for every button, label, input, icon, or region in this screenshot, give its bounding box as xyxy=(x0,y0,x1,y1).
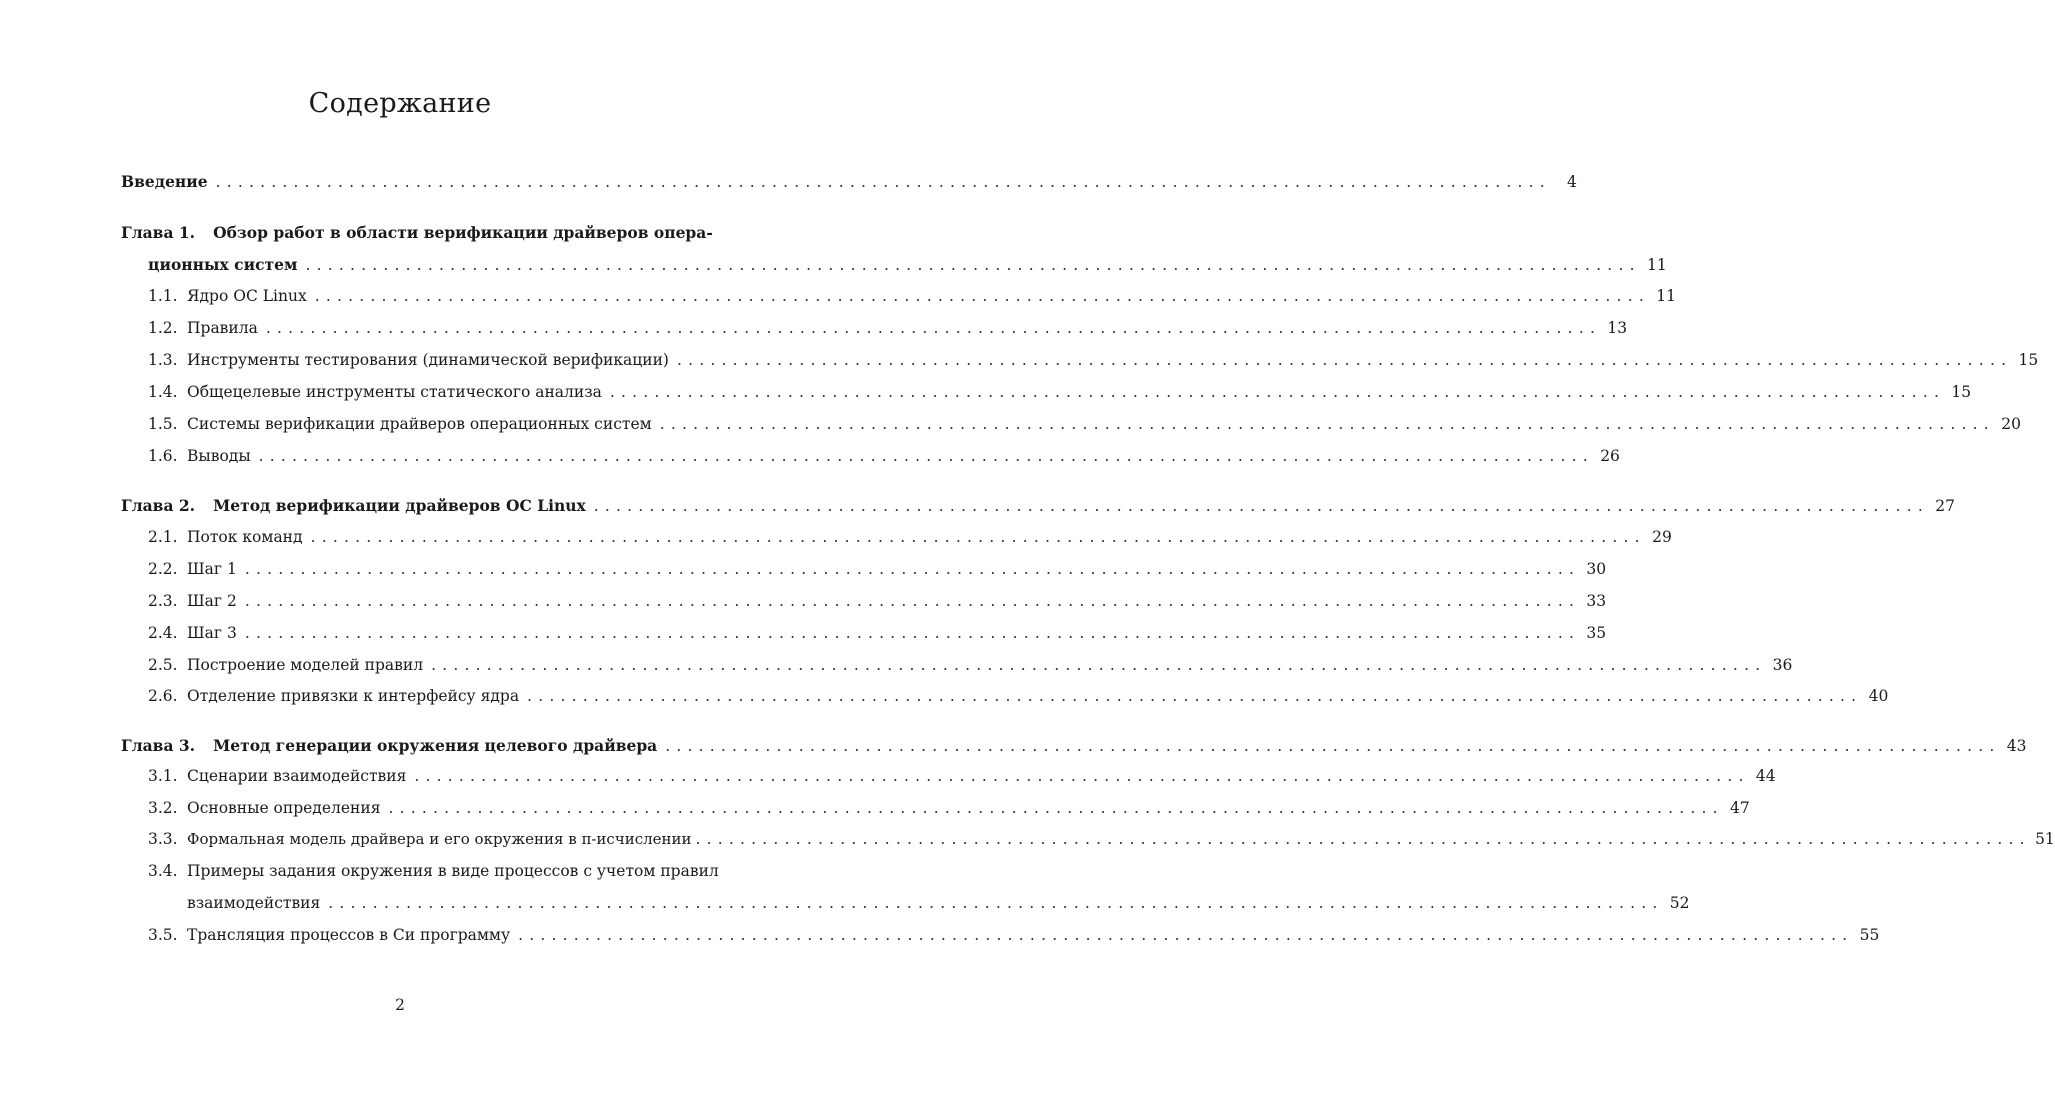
toc-chapter-2[interactable] xyxy=(121,496,1956,520)
section-title: Формальная модель драйвера и его окружения в π-исчислении xyxy=(187,830,692,848)
toc-chapter-1-line2[interactable] xyxy=(148,255,1667,279)
section-title-continued: взаимодействия xyxy=(187,894,321,912)
section-title: Шаг 1 xyxy=(187,560,237,578)
section-number: 3.4. xyxy=(148,862,178,880)
section-number: 3.2. xyxy=(148,799,178,817)
dot-leader: ........................................................................................................................ xyxy=(665,737,2001,755)
toc-section-1-3[interactable] xyxy=(148,351,2039,375)
toc-page-number: 55 xyxy=(1859,926,1880,944)
section-number: 2.4. xyxy=(148,624,178,642)
toc-section-2-6[interactable] xyxy=(148,687,1889,711)
section-number: 3.1. xyxy=(148,767,178,785)
toc-section-1-2[interactable] xyxy=(148,319,1628,343)
toc-section-1-4[interactable] xyxy=(148,383,1972,407)
section-title: Инструменты тестирования (динамической верификации) xyxy=(187,351,669,369)
section-title: Выводы xyxy=(187,447,251,465)
toc-section-3-5[interactable] xyxy=(148,926,1880,950)
chapter-number: Глава 1. xyxy=(121,223,196,242)
section-title: Шаг 3 xyxy=(187,624,237,642)
toc-page-number: 33 xyxy=(1586,592,1607,610)
section-title: Системы верификации драйверов операционных систем xyxy=(187,415,652,433)
dot-leader: ........................................................................................................................ xyxy=(305,256,1641,274)
chapter-title: Метод генерации окружения целевого драйвера xyxy=(213,736,658,755)
dot-leader: ........................................................................................................................ xyxy=(414,767,1750,785)
toc-page-number: 4 xyxy=(1567,173,1577,191)
chapter-title: Метод верификации драйверов ОС Linux xyxy=(213,496,586,515)
toc-section-1-5[interactable] xyxy=(148,415,2021,439)
toc-section-1-1[interactable] xyxy=(148,287,1676,311)
section-number: 2.1. xyxy=(148,528,178,546)
section-title: Отделение привязки к интерфейсу ядра xyxy=(187,687,520,705)
toc-section-1-6[interactable] xyxy=(148,447,1620,471)
section-title: Поток команд xyxy=(187,528,303,546)
toc-section-3-1[interactable] xyxy=(148,767,1776,791)
toc-page-number: 27 xyxy=(1935,497,1956,515)
dot-leader: ........................................................................................................................ xyxy=(431,656,1767,674)
dot-leader: ........................................................................................................................ xyxy=(593,497,1930,515)
toc-page-number: 47 xyxy=(1730,799,1750,817)
dot-leader: ........................................................................................................................ xyxy=(310,528,1646,546)
toc-section-2-2[interactable] xyxy=(148,560,1607,584)
section-title: Правила xyxy=(187,319,258,337)
toc-chapter-1-line1[interactable] xyxy=(121,223,734,247)
dot-leader: ........................................................................................................................ xyxy=(244,560,1581,578)
toc-section-3-3[interactable] xyxy=(148,830,2055,854)
chapter-title-continued: ционных систем xyxy=(148,255,298,274)
toc-section-2-4[interactable] xyxy=(148,624,1607,648)
section-title: Шаг 2 xyxy=(187,592,237,610)
toc-page-number: 43 xyxy=(2006,737,2027,755)
toc-entry-text: Введение xyxy=(121,172,208,191)
toc-section-2-3[interactable] xyxy=(148,592,1607,616)
section-number: 1.3. xyxy=(148,351,178,369)
toc-page-number: 40 xyxy=(1868,687,1889,705)
toc-page-number: 13 xyxy=(1607,319,1628,337)
dot-leader: ........................................................................................................................ xyxy=(244,592,1581,610)
section-number: 1.5. xyxy=(148,415,178,433)
section-number: 1.1. xyxy=(148,287,178,305)
section-number: 1.4. xyxy=(148,383,178,401)
section-number: 2.2. xyxy=(148,560,178,578)
chapter-number: Глава 3. xyxy=(121,736,196,755)
toc-page-number: 20 xyxy=(2001,415,2021,433)
toc-page-number: 51 xyxy=(2035,830,2055,848)
toc-section-2-5[interactable] xyxy=(148,656,1793,680)
section-title: Общецелевые инструменты статического анализа xyxy=(187,383,602,401)
toc-page-number: 15 xyxy=(2018,351,2039,369)
section-number: 2.6. xyxy=(148,687,178,705)
chapter-number: Глава 2. xyxy=(121,496,196,515)
page-title: Содержание xyxy=(308,88,492,119)
toc-page-number: 30 xyxy=(1586,560,1607,578)
toc-page-number: 52 xyxy=(1669,894,1690,912)
dot-leader: ........................................................................................................................ xyxy=(527,687,1863,705)
section-number: 1.6. xyxy=(148,447,178,465)
dot-leader: ........................................................................................................................ xyxy=(518,926,1854,944)
toc-section-3-4-line2[interactable] xyxy=(187,894,1690,918)
section-title: Примеры задания окружения в виде процессов с учетом правил xyxy=(187,862,719,880)
dot-leader: ........................................................................................................................ xyxy=(676,351,2013,369)
toc-page-number: 26 xyxy=(1600,447,1620,465)
toc-page-number: 29 xyxy=(1652,528,1672,546)
toc-page-number: 36 xyxy=(1772,656,1793,674)
section-number: 3.3. xyxy=(148,830,178,848)
dot-leader: ........................................................................................................................ xyxy=(215,173,1551,191)
toc-entry-intro[interactable] xyxy=(121,172,1577,196)
toc-page-number: 11 xyxy=(1646,256,1667,274)
section-title: Основные определения xyxy=(187,799,381,817)
toc-section-3-2[interactable] xyxy=(148,799,1750,823)
toc-chapter-3[interactable] xyxy=(121,736,2027,760)
section-title: Построение моделей правил xyxy=(187,656,424,674)
section-title: Трансляция процессов в Си программу xyxy=(187,926,511,944)
dot-leader: ........................................................................................................................ xyxy=(328,894,1664,912)
section-number: 3.5. xyxy=(148,926,178,944)
chapter-title: Обзор работ в области верификации драйверов опера- xyxy=(213,223,713,242)
dot-leader: ........................................................................................................................ xyxy=(659,415,1995,433)
toc-section-2-1[interactable] xyxy=(148,528,1672,552)
dot-leader: ........................................................................................................................ xyxy=(314,287,1650,305)
toc-page-number: 44 xyxy=(1755,767,1776,785)
section-number: 2.3. xyxy=(148,592,178,610)
dot-leader: ........................................................................................................................ xyxy=(258,447,1594,465)
section-title: Сценарии взаимодействия xyxy=(187,767,407,785)
toc-page-number: 15 xyxy=(1951,383,1972,401)
dot-leader: ........................................................................................................................ xyxy=(388,799,1724,817)
dot-leader: ........................................................................................................................ xyxy=(609,383,1946,401)
section-number: 1.2. xyxy=(148,319,178,337)
dot-leader: ........................................................................................................................ xyxy=(695,830,2031,848)
toc-page-number: 11 xyxy=(1656,287,1676,305)
toc-page-number: 35 xyxy=(1586,624,1607,642)
toc-section-3-4-line1[interactable] xyxy=(148,862,734,886)
page-footer-number: 2 xyxy=(395,996,405,1014)
dot-leader: ........................................................................................................................ xyxy=(265,319,1602,337)
dot-leader: ........................................................................................................................ xyxy=(244,624,1581,642)
section-number: 2.5. xyxy=(148,656,178,674)
section-title: Ядро ОС Linux xyxy=(187,287,307,305)
